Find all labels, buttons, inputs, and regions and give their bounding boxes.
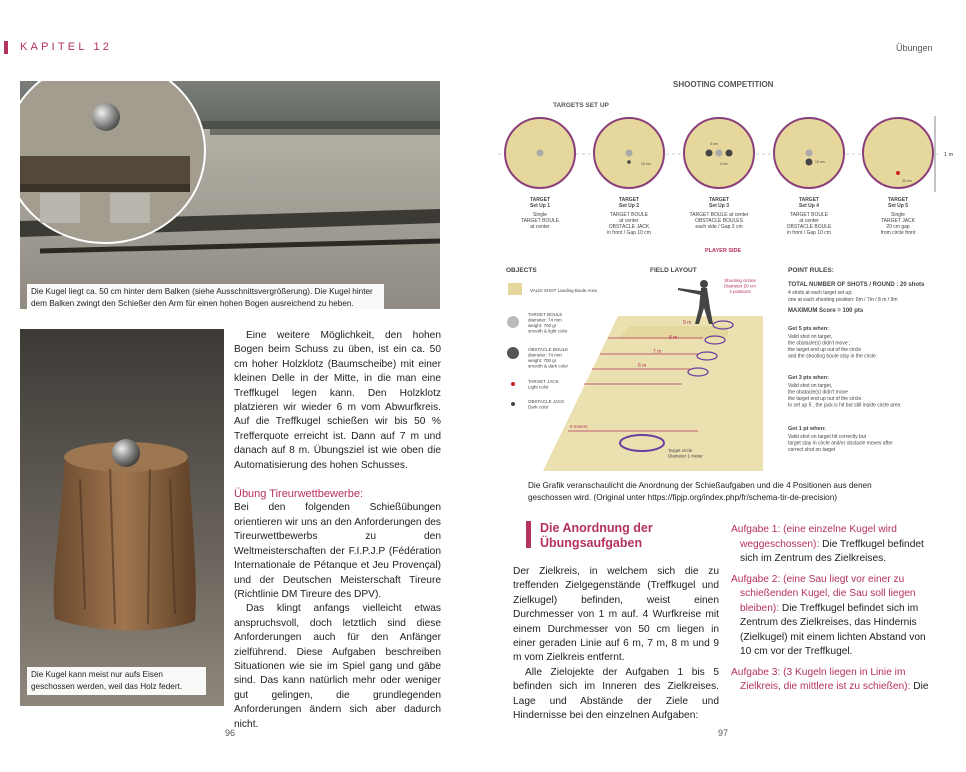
photo-boule-behind-beam <box>20 81 440 309</box>
page-number-right: 97 <box>718 728 729 738</box>
setup-name: TARGET Set Up 5 <box>887 197 909 209</box>
point-rules-lines: 4 shots at each target set up; one at each shooting position: 6m / 7m / 8 m / 9m <box>788 290 898 303</box>
shooting-circles-label: Shooting circles Diameter 50 cm 4 positions <box>724 278 756 294</box>
setup-name: TARGET Set Up 3 <box>708 197 730 209</box>
gap-label: 20 cm <box>902 179 912 183</box>
page-number-left: 96 <box>225 728 236 738</box>
valid-shot-swatch <box>508 283 522 295</box>
task-item <box>731 666 935 695</box>
target-circles <box>505 118 933 188</box>
photo-wooden-block <box>20 329 224 706</box>
object-label: TARGET BOULE diameter: 74 mm weight: 700 gr smooth & light color <box>528 312 568 334</box>
photo-wooden-block-image <box>20 329 224 706</box>
object-label: OBSTACLE JACK Dark color <box>528 399 565 410</box>
task-answer: Die <box>910 681 929 692</box>
setup-name: TARGET Set Up 4 <box>798 197 820 209</box>
obstacle-jack-swatch <box>511 402 515 406</box>
task-list <box>731 523 935 701</box>
target-boule <box>716 150 723 157</box>
shooting-competition-diagram <box>498 76 966 508</box>
subheading: Übung Tireurwettbewerbe: <box>234 488 364 501</box>
target-boule <box>537 150 544 157</box>
setup-desc: TARGET BOULE at center OBSTACLE BOULES each side / Gap 3 cm <box>689 212 749 230</box>
photo-boule-behind-beam-image <box>20 81 440 309</box>
object-label: OBSTACLE BOULE diameter: 74 mm weight: 700 gr smooth & dark color <box>528 347 569 369</box>
chapter-marker <box>4 41 8 54</box>
rule-title: Get 3 pts when: <box>788 375 829 381</box>
section-marker <box>526 521 531 548</box>
section-label: Übungen <box>896 43 933 53</box>
distance-label: 8 m <box>669 335 678 341</box>
target-jack-swatch <box>511 382 515 386</box>
paragraph: Das klingt anfangs vielleicht etwas anspruchsvoll, doch letztlich sind diese Anforderungen auch für den Anfänger zielführend. Diese Aufgaben beschreiben Situationen wie sie im Spiel gang und gäbe sind. Das kann natürlich mehr oder weniger gut gelingen, die grundlegenden Anforderungen ändern sich aber dadurch nicht. <box>234 603 441 730</box>
target-boule <box>806 150 813 157</box>
task-item <box>731 523 935 567</box>
chapter-label: KAPITEL 12 <box>20 41 113 53</box>
one-meter-label: 1 m <box>944 152 954 158</box>
photo-caption: Die Kugel liegt ca. 50 cm hinter dem Balken (siehe Ausschnittsvergrößerung). Die Kugel hinter dem Balken zwingt den Schießer den Arm für einen hohen Bogen ausreichend zu heben. <box>27 284 384 309</box>
task-answer: Die Treffkugel befindet sich im Zentrum des Zielkreises, das Hindernis (Zielkugel) mit einem lichten Abstand von 10 cm vor der Treffkugel. <box>740 602 926 657</box>
field-area <box>543 316 763 471</box>
rule-text: Valid shot on target, the obstacle(s) didn't move ; the target end up out of the circle and the shooting boule stay in the circle. <box>788 334 878 360</box>
diagram-caption: Die Grafik veranschaulicht die Anordnung der Schießaufgaben und die 4 Positionen aus denen geschossen wird. (Original unter https://fipjp.org/index.php/fr/schema-tir-de-precision) <box>524 478 917 506</box>
setup-name: TARGET Set Up 1 <box>529 197 551 209</box>
object-label: TARGET JACK Light color <box>528 379 559 390</box>
setup-desc: Single TARGET JACK 20 cm gap from circle front <box>880 212 916 236</box>
nine-meters-label: 9 meters <box>570 424 588 429</box>
rule-title: Get 1 pt when: <box>788 426 826 432</box>
obstacle-jack <box>627 160 631 164</box>
point-rules-head: TOTAL NUMBER OF SHOTS / ROUND : 20 shots <box>788 282 925 288</box>
task-question: Aufgabe 3: (3 Kugeln liegen in Linie im Zielkreis, die mittlere ist zu schießen): <box>731 666 911 692</box>
object-label: VALID SHOT Landing Boule Area <box>530 288 597 293</box>
paragraph: Eine weitere Möglichkeit, den hohen Bogen beim Schuss zu üben, ist ein ca. 50 cm hoher Holzklotz (Baumscheibe) mit einer kleinen Delle in der Mitte, in die man eine Treffkugel legen kann. Den Holzklotz platzieren wir wieder 6 m vom Abwurfkreis. Auf die Treffkugel schießen wir bis 50 % Trefferquote erreicht ist. Dann auf 7 m und danach auf 8 m. Übungsziel ist wie oben die Automatisierung des hohen Schusses. <box>234 330 441 471</box>
target-jack <box>896 171 900 175</box>
distance-label: 9 m <box>683 320 692 326</box>
rule-text: Valid shot on target, the obatacle(s) didn't move the target end up out of the circle. In set up 5 , the jack is hit but still inside circle area <box>788 383 901 409</box>
obstacle-boule <box>806 159 813 166</box>
max-score: MAXIMUM Score = 100 pts <box>788 308 864 314</box>
player-side-label: PLAYER SIDE <box>705 248 742 254</box>
distance-label: 7 m <box>653 349 662 355</box>
targets-label: TARGETS SET UP <box>553 102 609 109</box>
paragraph: Bei den folgenden Schießübungen orientieren wir uns an den Anforderungen des Tireurwettbewerbs zu den Weltmeisterschaften der F.I.P.J.P (Fédération Internationale de Pétanque et Jeu Provençal) und der Deutschen Meisterschaft Tireure (Richtlinie DM Tireure des DPV). <box>234 502 441 600</box>
obstacle-boule <box>706 150 713 157</box>
task-answer: Die Treffkugel befindet sich im Zentrum des Zielkreises. <box>740 538 924 564</box>
gap-label: 10 cm <box>815 160 825 164</box>
task-item <box>731 573 935 660</box>
gap-label: 3 cm <box>710 142 718 146</box>
target-circle-label: Target circle Diameter 1 meter <box>668 448 703 459</box>
task-question: Aufgabe 2: (eine Sau liegt vor einer zu schießenden Kugel, die Sau soll liegen bleiben): <box>731 573 916 614</box>
setup-desc: TARGET BOULE at center OBSTACLE BOULE in front / Gap 10 cm <box>786 212 832 236</box>
rule-title: Get 5 pts when: <box>788 326 829 332</box>
paragraph: Alle Zielojekte der Aufgaben 1 bis 5 befinden sich im Inneren des Zielkreises. Lage und Abstände der Ziele und Hindernisse bei den einzelnen Aufgaben: <box>513 666 719 722</box>
photo-caption: Die Kugel kann meist nur aufs Eisen geschossen werden, weil das Holz federt. <box>27 667 206 695</box>
section-title: Die Anordnung der Übungsaufgaben <box>540 521 653 550</box>
task-question: Aufgabe 1: (eine einzelne Kugel wird weggeschossen): <box>731 524 897 550</box>
distance-label: 6 m <box>638 363 647 369</box>
left-column-text <box>234 329 441 732</box>
paragraph: Der Zielkreis, in welchem sich die zu treffenden Zielgegenstände (Treffkugel und Zielkugel) befinden, weist einen Durchmesser von 1 m auf. 4 Wurfkreise mit einem Durchmesser von 50 cm liegen in einer geraden Linie auf 6 m, 7 m, 8 m und 9 m vom Zielkreis entfernt. <box>513 566 719 664</box>
setup-name: TARGET Set Up 2 <box>618 197 640 209</box>
point-rules-title: POINT RULES: <box>788 267 834 274</box>
diagram-title: SHOOTING COMPETITION <box>673 80 774 89</box>
target-boule <box>626 150 633 157</box>
field-layout-title: FIELD LAYOUT <box>650 267 697 274</box>
obstacle-boule-swatch <box>507 347 519 359</box>
setup-desc: Single TARGET BOULE at center <box>520 212 560 230</box>
gap-label: 10 cm <box>641 162 651 166</box>
right-column-text <box>513 565 719 723</box>
rule-text: Valid shot on target hit correctly but target stay in circle and/or obstacle moves after correct shot on target <box>788 434 893 453</box>
obstacle-boule <box>726 150 733 157</box>
setup-desc: TARGET BOULE at center OBSTACLE JACK in front / Gap 10 cm <box>607 212 651 236</box>
target-circle-5 <box>863 118 933 188</box>
diagram-svg <box>498 76 966 508</box>
objects-title: OBJECTS <box>506 267 537 274</box>
gap-label: 3 cm <box>720 162 728 166</box>
target-boule-swatch <box>507 316 519 328</box>
